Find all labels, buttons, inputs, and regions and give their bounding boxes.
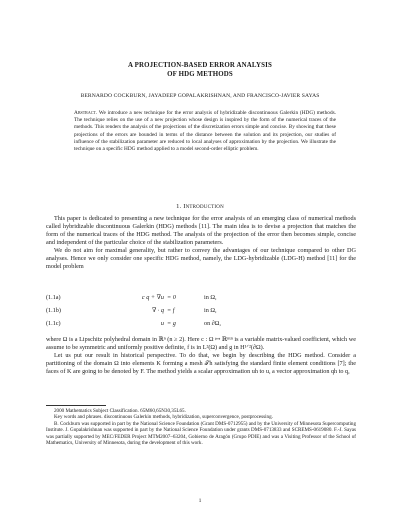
equation-row xyxy=(46,294,356,303)
equation-lhs: u xyxy=(160,320,164,327)
equation-domain: on ∂Ω, xyxy=(204,320,221,327)
paper-title-line1: A PROJECTION-BASED ERROR ANALYSIS xyxy=(128,62,272,69)
equation-row xyxy=(46,320,356,329)
section-heading: 1. Introduction xyxy=(176,203,224,210)
paper-title-line2: OF HDG METHODS xyxy=(167,71,233,78)
equation-number: (1.1a) xyxy=(46,294,61,301)
equation-number: (1.1c) xyxy=(46,320,61,327)
paragraph-2: We do not aim for maximal generality, but rather to convey the advantages of our technique compared to other DG analyses. Hence we only consider one specific HDG method, namely, the LDG-hybridizable (LDG-H) method [11] for the model problem xyxy=(46,247,356,270)
abstract xyxy=(74,110,336,153)
intro-body xyxy=(46,215,356,271)
footnote-keywords: Key words and phrases. discontinuous Galerkin methods, hybridization, superconvergence, postprocessing. xyxy=(54,414,273,421)
footnote-msc: 2000 Mathematics Subject Classification. 65M60,65N30,35L65. xyxy=(54,408,186,414)
footnote-funding: B. Cockburn was supported in part by the National Science Foundation (Grant DMS-0712955) and by the University of Minnesota Supercomputing Institute. J. Gopalakrishnan was supported in part by the National Science Foundation under grants DMS-0713833 and SCREMS-0619080. F.-J. Sayas was partially supported by MEC/FEDER Project MTM2007–63204, Gobierno de Aragón (Grupo PDIE) and was a Visiting Professor of the School of Mathematics, University of Minnesota, during the development of this work. xyxy=(46,420,356,447)
paragraph-4: Let us put our result in historical perspective. To do that, we begin by describing the HDG method. Consider a partitioning of the domain Ω into elements K forming a mesh 𝒯h satisfying the standard finite element conditions [7]; the faces of K are going to be denoted by F. The method yields a scalar approximation uh to u, a vector approximation qh to q, xyxy=(46,352,356,375)
paragraph-1: This paper is dedicated to presenting a new technique for the error analysis of an emerging class of numerical methods called hybridizable discontinuous Galerkin (HDG) methods [11]. The main idea is to devise a projection that matches the form of the numerical traces of the HDG method. The analysis of the projection of the error then becomes simple, concise and independent of the particular choice of the stabilization parameters. xyxy=(46,215,356,246)
equation-number: (1.1b) xyxy=(46,307,61,314)
footnotes xyxy=(46,408,356,446)
equation-rhs: = 0 xyxy=(167,294,176,301)
abstract-text: We introduce a new technique for the error analysis of hybridizable discontinuous Galerkin (HDG) methods. The technique relies on the use of a new projection whose design is inspired by the form of the numerical traces of the methods. This renders the analysis of the projections of the discretization errors simple and concise. By showing that these projections of the errors are bounded in terms of the distance between the solution and its projection, our studies of influence of the stabilization parameter are reduced to local analyses of approximation by the projection. We illustrate the technique on a specific HDG method applied to a model second-order elliptic problem. xyxy=(74,110,336,153)
equation-rhs: = f xyxy=(167,307,175,314)
equation-rhs: = g xyxy=(167,320,176,327)
footnote-rule xyxy=(46,405,106,406)
equation-domain: in Ω, xyxy=(204,294,217,301)
equation-domain: in Ω, xyxy=(204,307,217,314)
abstract-label: Abstract. xyxy=(74,110,98,116)
intro-body-continued xyxy=(46,336,356,376)
equation-row xyxy=(46,307,356,316)
author-list: BERNARDO COCKBURN, JAYADEEP GOPALAKRISHNAN, AND FRANCISCO-JAVIER SAYAS xyxy=(80,93,320,99)
equation-lhs: ∇ · q xyxy=(151,307,164,314)
equation-lhs: c q + ∇u xyxy=(141,294,164,301)
paragraph-3: where Ω is a Lipschitz polyhedral domain in ℝⁿ (n ≥ 2). Here c : Ω ↦ ℝⁿˣⁿ is a variable matrix-valued coefficient, which we assume to be symmetric and uniformly positive definite, f is in L²(Ω) and g in H¹ᐟ²(∂Ω). xyxy=(46,336,356,351)
page-number: 1 xyxy=(198,498,202,504)
